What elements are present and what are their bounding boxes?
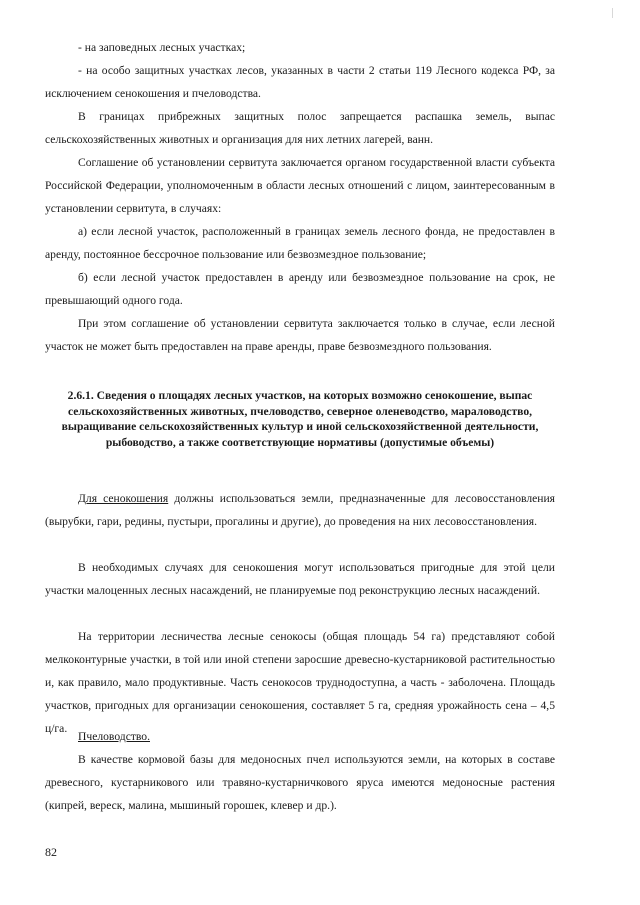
scan-mark — [612, 8, 613, 18]
section-heading: 2.6.1. Сведения о площадях лесных участков, на которых возможно сенокошение, выпас сельскохозяйственных животных, пчеловодство, северное оленеводство, мараловодство, выращивание сельскохозяйственных культур и иной сельскохозяйственной деятельности, рыбоводство, а также соответствующие нормативы (допустимые объемы) — [61, 389, 539, 449]
haymaking-lead-rest: должны использоваться земли, предназначенные для лесовосстановления (вырубки, гари, редины, пустыри, прогалины и другие), до проведения на них лесовосстановления. — [45, 492, 555, 528]
haymaking-lead: Для сенокошения — [78, 492, 169, 505]
paragraph-servitude-condition: При этом соглашение об установлении сервитута заключается только в случае, если лесной участок не может быть предоставлен на праве аренды, праве безвозмездного пользования. — [45, 317, 555, 353]
paragraph-servitude-agreement: Соглашение об установлении сервитута заключается органом государственной власти субъекта Российской Федерации, уполномоченным в области лесных отношений с лицом, заинтересованным в установлении сервитута, в случаях: — [45, 156, 555, 215]
paragraph-haymaking-area: На территории лесничества лесные сенокосы (общая площадь 54 га) представляют собой мелкоконтурные участки, в той или иной степени заросшие древесно-кустарниковой растительностью и, как правило, мало продуктивные. Часть сенокосов труднодоступна, а часть - заболочена. Площадь участков, пригодных для организации сенокошения, составляет 5 га, средняя урожайность сена – 4,5 ц/га. — [45, 630, 555, 735]
paragraph-case-b: б) если лесной участок предоставлен в аренду или безвозмездное пользование на срок, не превышающий одного года. — [45, 271, 555, 307]
page-number: 82 — [45, 845, 57, 859]
paragraph-protective-plots: - на особо защитных участках лесов, указанных в части 2 статьи 119 Лесного кодекса РФ, за исключением сенокошения и пчеловодства. — [45, 64, 555, 100]
paragraph-case-a: а) если лесной участок, расположенный в границах земель лесного фонда, не предоставлен в аренду, постоянное бессрочное пользование или безвозмездное пользование; — [45, 225, 555, 261]
paragraph-beekeeping: В качестве кормовой базы для медоносных пчел используются земли, на которых в составе древесного, кустарникового или травяно-кустарничкового яруса имеются медоносные растения (кипрей, вереск, малина, мышиный горошек, клевер и др.). — [45, 753, 555, 812]
paragraph-coastal-strips: В границах прибрежных защитных полос запрещается распашка земель, выпас сельскохозяйственных животных и организация для них летних лагерей, ванн. — [45, 110, 555, 146]
beekeeping-heading — [45, 725, 555, 748]
beekeeping-title: Пчеловодство. — [78, 730, 150, 743]
paragraph-haymaking-low-value: В необходимых случаях для сенокошения могут использоваться пригодные для этой цели участки малоценных лесных насаждений, не планируемые под реконструкцию лесных насаждений. — [45, 561, 555, 597]
paragraph-reserved-plots: - на заповедных лесных участках; — [78, 41, 246, 54]
paragraph-haymaking-lands — [45, 487, 555, 533]
